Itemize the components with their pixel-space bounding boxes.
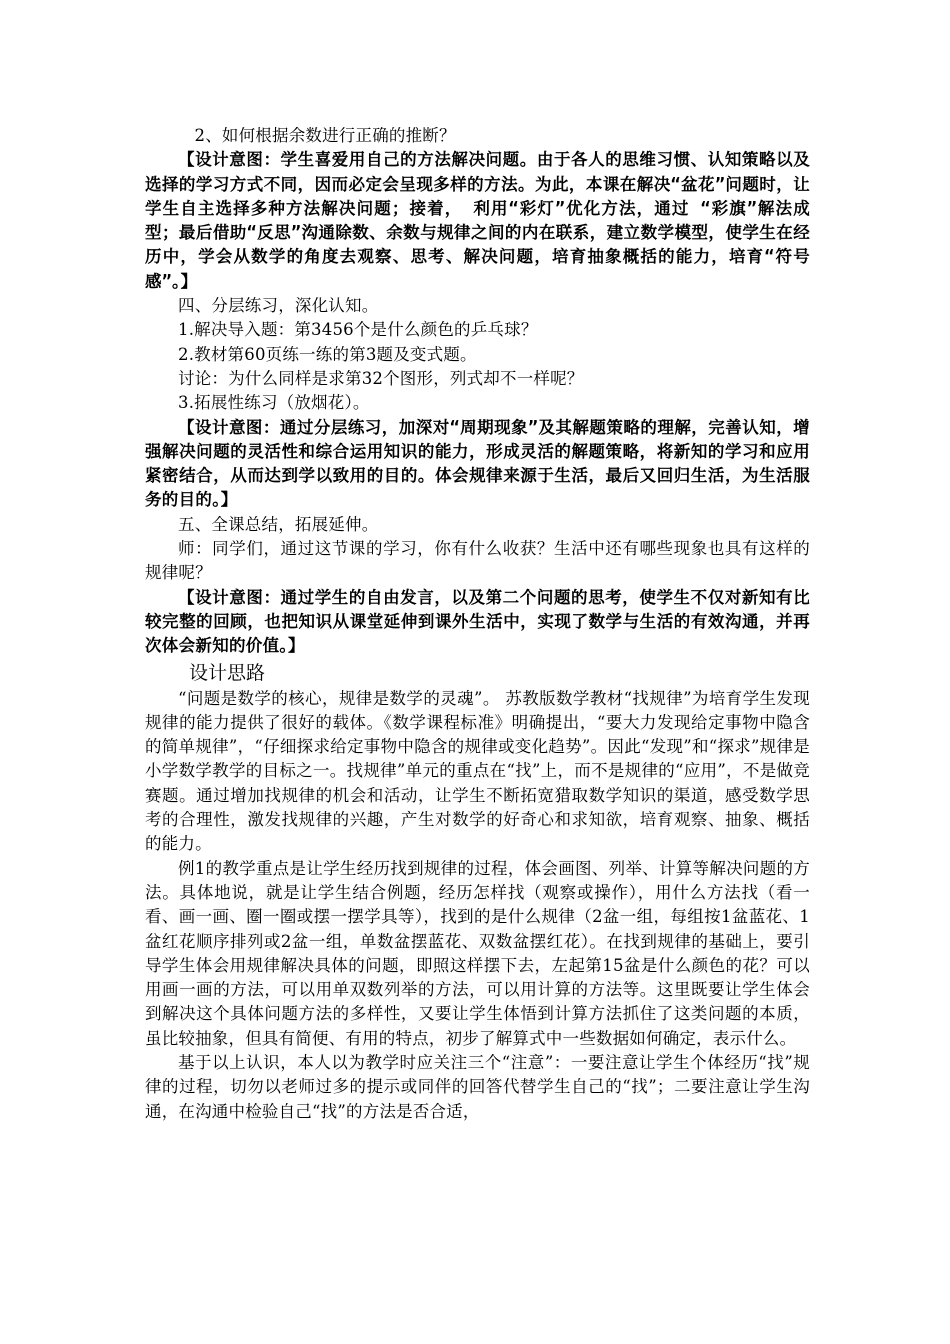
design-intent-note-3: 【设计意图：通过学生的自由发言，以及第二个问题的思考，使学生不仅对新知有比较完整的回顾，也把知识从课堂延伸到课外生活中，实现了数学与生活的有效沟通，并再次体会新知的价值。】: [145, 587, 810, 656]
exercise-item-3: 3.拓展性练习（放烟花）。: [178, 393, 370, 413]
document-body: [145, 124, 810, 1124]
paragraph-question-2: 2、如何根据余数进行正确的推断？: [194, 126, 456, 145]
design-paragraph-2: 例1的教学重点是让学生经历找到规律的过程，体会画图、列举、计算等解决问题的方法。具体地说，就是让学生结合例题，经历怎样找（观察或操作），用什么方法找（看一看、画一画、圈一圈或摆一摆学具等），找到的是什么规律（2盆一组，每组按1盆蓝花、1盆红花顺序排列或2盆一组，单数盆摆蓝花、双数盆摆红花）。在找到规律的基础上，要引导学生体会用规律解决具体的问题，即照这样摆下去，左起第15盆是什么颜色的花？可以用画一画的方法，可以用单双数列举的方法，可以用计算的方法等。这里既要让学生体会到解决这个具体问题方法的多样性，又要让学生体悟到计算方法抓住了这类问题的本质，虽比较抽象，但具有简便、有用的特点，初步了解算式中一些数据如何确定，表示什么。: [145, 858, 810, 1048]
section-four-heading: 四、分层练习，深化认知。: [178, 296, 379, 316]
exercise-item-1: 1.解决导入题：第3456个是什么颜色的乒乓球？: [178, 320, 538, 340]
design-intent-note-1: 【设计意图：学生喜爱用自己的方法解决问题。由于各人的思维习惯、认知策略以及选择的学习方式不同，因而必定会呈现多样的方法。为此，本课在解决“盆花”问题时，让学生自主选择多种方法解决问题；接着， 利用“彩灯”优化方法，通过 “彩旗”解法成型；最后借助“反思”沟通除数、余数与规律之间的内在联系，建立数学模型，使学生在经历中，学会从数学的角度去观察、思考、解决问题，培育抽象概括的能力，培育“符号感”。】: [145, 150, 810, 291]
design-paragraph-1: “问题是数学的核心，规律是数学的灵魂”。 苏教版数学教材“找规律”为培育学生发现规律的能力提供了很好的载体。《数学课程标准》明确提出，“要大力发现给定事物中隐含的简单规律”，“仔细探求给定事物中隐含的规律或变化趋势”。因此“发现”和“探求”规律是小学数学教学的目标之一。找规律”单元的重点在“找”上，而不是规律的“应用”，不是做竞赛题。通过增加找规律的机会和活动，让学生不断拓宽猎取数学知识的渠道，感受数学思考的合理性，激发找规律的兴趣，产生对数学的好奇心和求知欲，培育观察、抽象、概括的能力。: [145, 688, 810, 854]
teacher-question: 师：同学们，通过这节课的学习，你有什么收获？生活中还有哪些现象也具有这样的规律呢？: [145, 539, 810, 583]
design-intent-note-2: 【设计意图：通过分层练习，加深对“周期现象”及其解题策略的理解，完善认知，增强解决问题的灵活性和综合运用知识的能力，形成灵活的解题策略，将新知的学习和应用紧密结合，从而达到学以致用的目的。体会规律来源于生活，最后又回归生活，为生活服务的目的。】: [145, 417, 810, 510]
exercise-item-2: 2.教材第60页练一练的第3题及变式题。: [178, 344, 477, 364]
design-thinking-heading: 设计思路: [189, 661, 266, 684]
discussion-line: 讨论：为什么同样是求第32个图形，列式却不一样呢？: [178, 368, 584, 388]
section-five-heading: 五、全课总结，拓展延伸。: [178, 514, 379, 534]
design-paragraph-3: 基于以上认识，本人以为教学时应关注三个“注意”：一要注意让学生个体经历“找”规律的过程，切勿以老师过多的提示或同伴的回答代替学生自己的“找”；二要注意让学生沟通，在沟通中检验自己“找”的方法是否合适，: [145, 1052, 810, 1121]
